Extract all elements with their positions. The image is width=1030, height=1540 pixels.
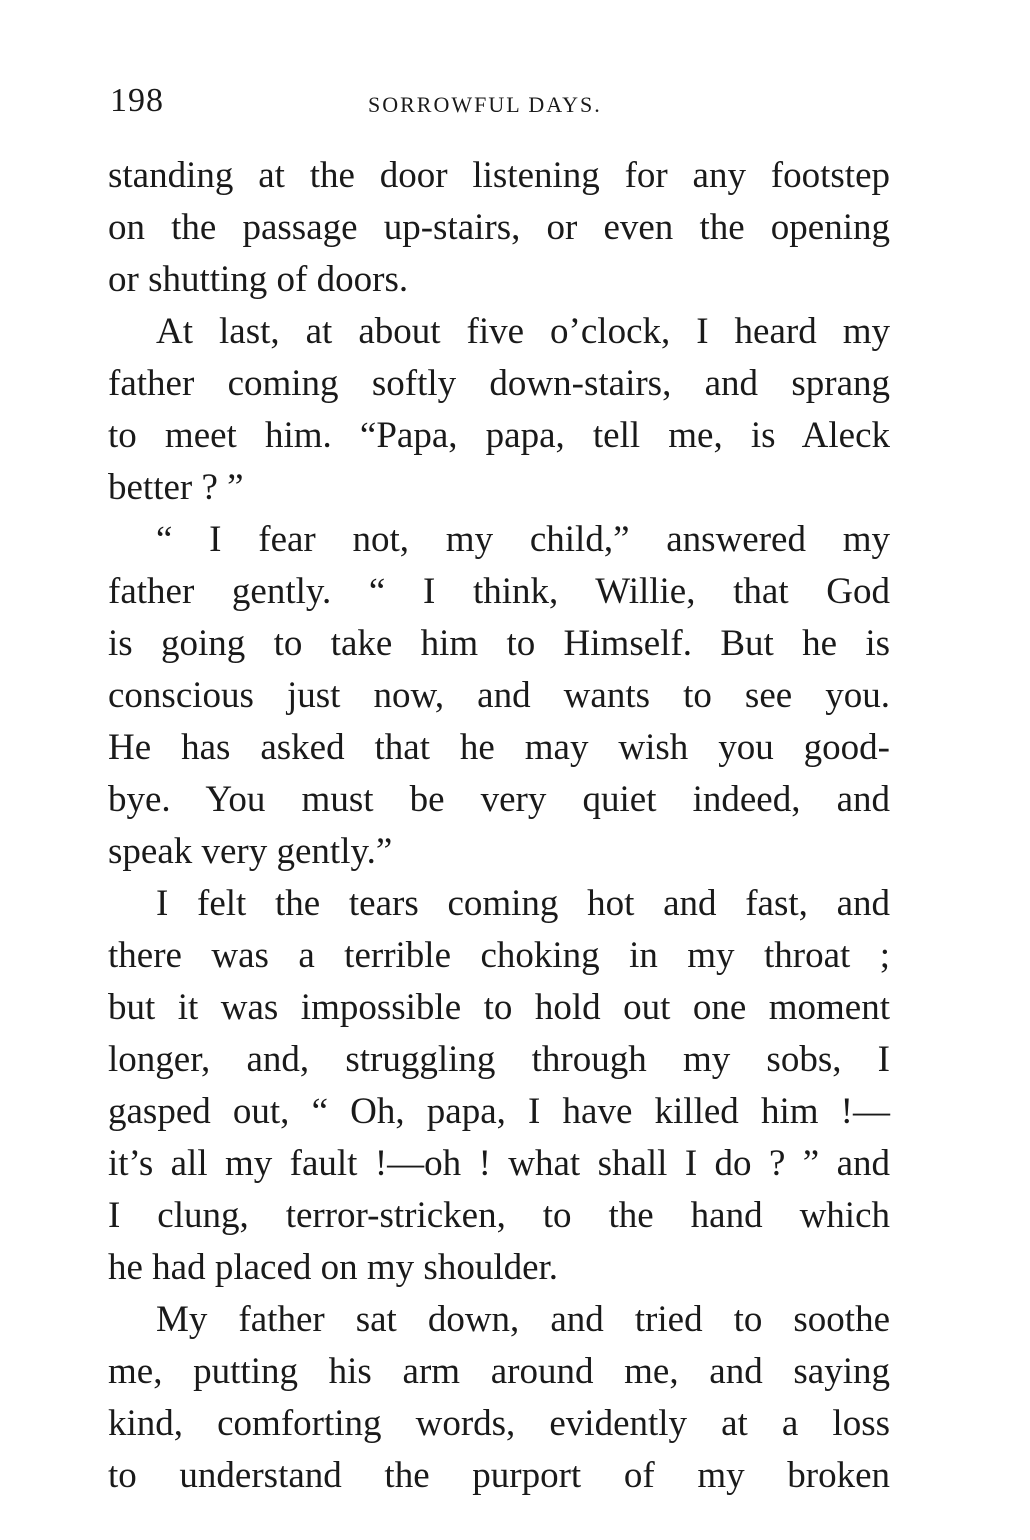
text-line: it’s all my fault !—oh ! what shall I do ? ” and	[108, 1143, 890, 1184]
text-line: on the passage up-stairs, or even the opening	[108, 207, 890, 248]
text-line: but it was impossible to hold out one moment	[108, 987, 890, 1028]
text-line: conscious just now, and wants to see you.	[108, 675, 890, 716]
page-number: 198	[110, 82, 164, 119]
text-line: is going to take him to Himself. But he is	[108, 623, 890, 664]
text-line: “ I fear not, my child,” answered my	[156, 519, 890, 560]
text-line: me, putting his arm around me, and saying	[108, 1351, 890, 1392]
text-line: he had placed on my shoulder.	[108, 1247, 559, 1288]
text-line: there was a terrible choking in my throat ;	[108, 935, 890, 976]
text-line: to meet him. “Papa, papa, tell me, is Aleck	[108, 415, 890, 456]
running-title: SORROWFUL DAYS.	[368, 92, 602, 117]
body-text	[108, 150, 890, 1502]
text-line: gasped out, “ Oh, papa, I have killed him !—	[108, 1091, 890, 1132]
text-line: longer, and, struggling through my sobs, I	[108, 1039, 890, 1080]
text-line: speak very gently.”	[108, 831, 393, 872]
text-line: I clung, terror-stricken, to the hand which	[108, 1195, 890, 1236]
text-line: or shutting of doors.	[108, 259, 409, 300]
text-line: father gently. “ I think, Willie, that God	[108, 571, 890, 612]
text-line: father coming softly down-stairs, and sprang	[108, 363, 890, 404]
text-line: I felt the tears coming hot and fast, and	[156, 883, 890, 924]
text-line: He has asked that he may wish you good-	[108, 727, 890, 768]
text-line: bye. You must be very quiet indeed, and	[108, 779, 890, 820]
text-line: standing at the door listening for any footstep	[108, 155, 890, 196]
text-line: to understand the purport of my broken	[108, 1455, 890, 1496]
text-line: kind, comforting words, evidently at a loss	[108, 1403, 890, 1444]
text-line: My father sat down, and tried to soothe	[156, 1299, 890, 1340]
text-line: better ? ”	[108, 467, 244, 508]
text-line: At last, at about five o’clock, I heard my	[156, 311, 890, 352]
